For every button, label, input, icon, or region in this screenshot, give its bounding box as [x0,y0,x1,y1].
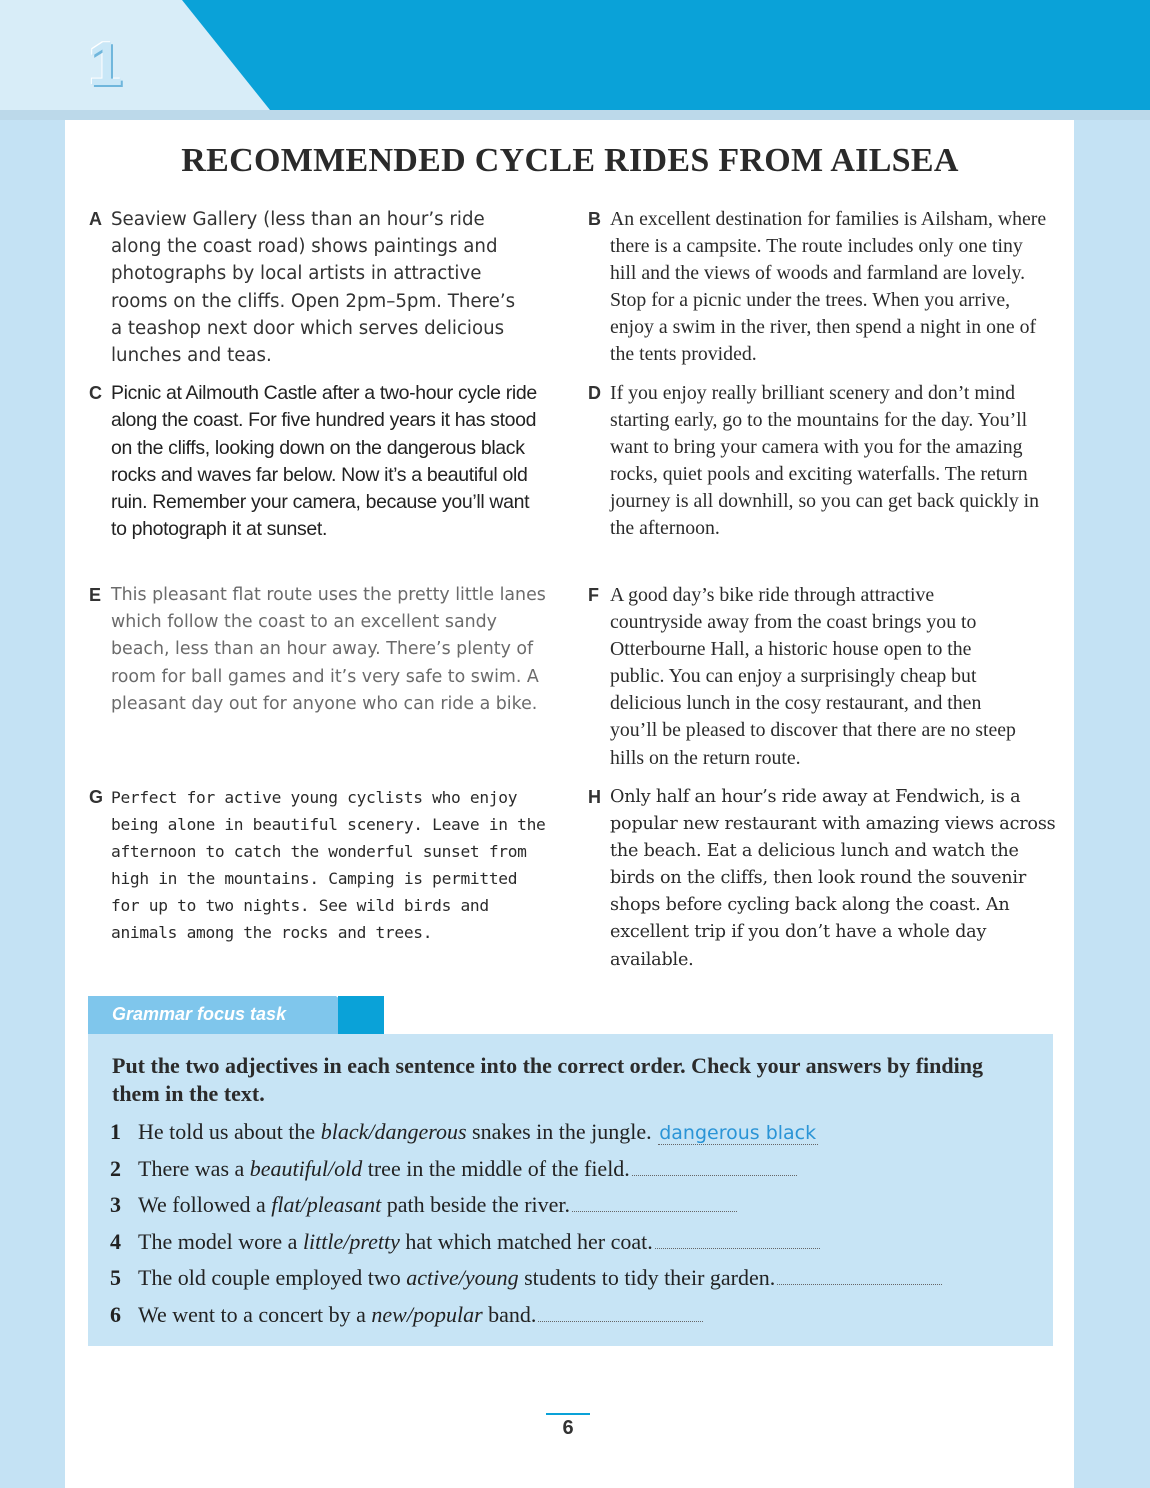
answer-field[interactable]: dangerous black [659,1122,817,1144]
adjective-pair: active/young [406,1265,519,1290]
page-title: RECOMMENDED CYCLE RIDES FROM AILSEA [181,142,959,179]
ride-letter: F [588,585,599,605]
answer-blank[interactable] [538,1303,703,1322]
ride-letter: E [89,585,102,605]
item-number: 5 [110,1265,121,1290]
grammar-focus-label: Grammar focus task [112,1004,287,1024]
page-number-rule [546,1413,590,1415]
sentence-start: The old couple employed two [138,1265,407,1290]
adjective-pair: black/dangerous [320,1119,467,1144]
exercise-item-1 [110,1116,942,1153]
exercise-item-5 [110,1262,942,1299]
ride-letter: H [588,787,601,807]
item-number: 4 [110,1228,121,1254]
sentence-end: hat which matched her coat. [399,1228,653,1254]
ride-letter: B [588,209,601,229]
exercise-item-6 [110,1299,942,1336]
ride-text: An excellent destination for families is Ailsham, where there is a campsite. The route includes only one tiny hill and the views of woods and farmland are lovely. Stop for a picnic under the trees. When you arrive, enjoy a swim in the river, then spend a night in one of the tents provided. [610,208,1047,366]
adjective-pair: little/pretty [302,1228,400,1254]
grammar-instructions: Put the two adjectives in each sentence into the correct order. Check your answers by finding them in the text. [112,1053,983,1106]
adjective-pair: new/popular [371,1301,483,1327]
exercise-item-4 [110,1226,942,1263]
sentence-end: path beside the river. [381,1192,571,1217]
sentence-start: We followed a [138,1192,272,1217]
grammar-tab-accent [338,996,384,1034]
unit-number: 1 [88,30,123,99]
item-number: 1 [110,1119,121,1144]
ride-letter: C [89,383,102,403]
ride-text: Only half an hour’s ride away at Fendwich, is a popular new restaurant with amazing views across the beach. Eat a delicious lunch and watch the birds on the cliffs, then look round the souvenir shops before cycling back along the coast. An excellent trip if you don’t have a whole day available. [610,787,1056,970]
sentence-end: students to tidy their garden. [518,1265,776,1290]
ride-text: Seaview Gallery (less than an hour’s ride along the coast road) shows paintings and photographs by local artists in attractive rooms on the cliffs. Open 2pm–5pm. There’s a teashop next door which serves delicious lunches and teas. [111,209,516,367]
ride-letter: G [89,787,104,807]
sentence-start: There was a [138,1155,250,1181]
ride-text: Picnic at Ailmouth Castle after a two-hour cycle ride along the coast. For five hundred years it has stood on the cliffs, looking down on the dangerous black rocks and waves far below. Now it’s a beautiful old ruin. Remember your camera, because you’ll want to photograph it at sunset. [111,382,537,541]
sentence-start: We went to a concert by a [138,1301,372,1327]
answer-blank[interactable] [655,1230,820,1249]
ride-text: A good day’s bike ride through attractive countryside away from the coast brings you to Otterbourne Hall, a historic house open to the public. You can enjoy a surprisingly cheap but delicious lunch in the cosy restaurant, and then you’ll be pleased to discover that there are no steep hills on the return route. [610,584,1016,769]
adjective-pair: beautiful/old [249,1155,363,1181]
ride-letter: D [588,383,601,403]
exercise-item-2 [110,1153,942,1190]
exercise-item-3 [110,1189,942,1226]
item-number: 3 [110,1192,121,1217]
ride-text: Perfect for active young cyclists who enjoy being alone in beautiful scenery. Leave in the afternoon to catch the wonderful sunset from high in the mountains. Camping is permitted for up to two nights. See wild birds and animals among the rocks and trees. [111,788,546,943]
sentence-start: The model wore a [138,1228,303,1254]
sentence-end: band. [482,1301,537,1327]
ride-text: If you enjoy really brilliant scenery and don’t mind starting early, go to the mountains for the day. You’ll want to bring your camera with you for the amazing rocks, quiet pools and exciting waterfalls. The return journey is all downhill, so you can get back quickly in the afternoon. [610,382,1040,540]
answer-blank[interactable] [632,1157,797,1176]
item-number: 6 [110,1301,121,1327]
exercise-list [110,1116,942,1335]
header-stripe [0,110,1150,120]
page-number: 6 [562,1417,574,1439]
sentence-end: snakes in the jungle. [466,1119,652,1144]
sentence-end: tree in the middle of the field. [362,1155,630,1181]
adjective-pair: flat/pleasant [271,1192,382,1217]
answer-blank[interactable] [777,1266,942,1285]
ride-text: This pleasant flat route uses the pretty little lanes which follow the coast to an excellent sandy beach, less than an hour away. There’s plenty of room for ball games and it’s very safe to swim. A pleasant day out for anyone who can ride a bike. [111,585,546,714]
sentence-start: He told us about the [138,1119,321,1144]
item-number: 2 [110,1155,121,1181]
ride-letter: A [89,209,102,229]
answer-blank[interactable] [572,1193,737,1212]
